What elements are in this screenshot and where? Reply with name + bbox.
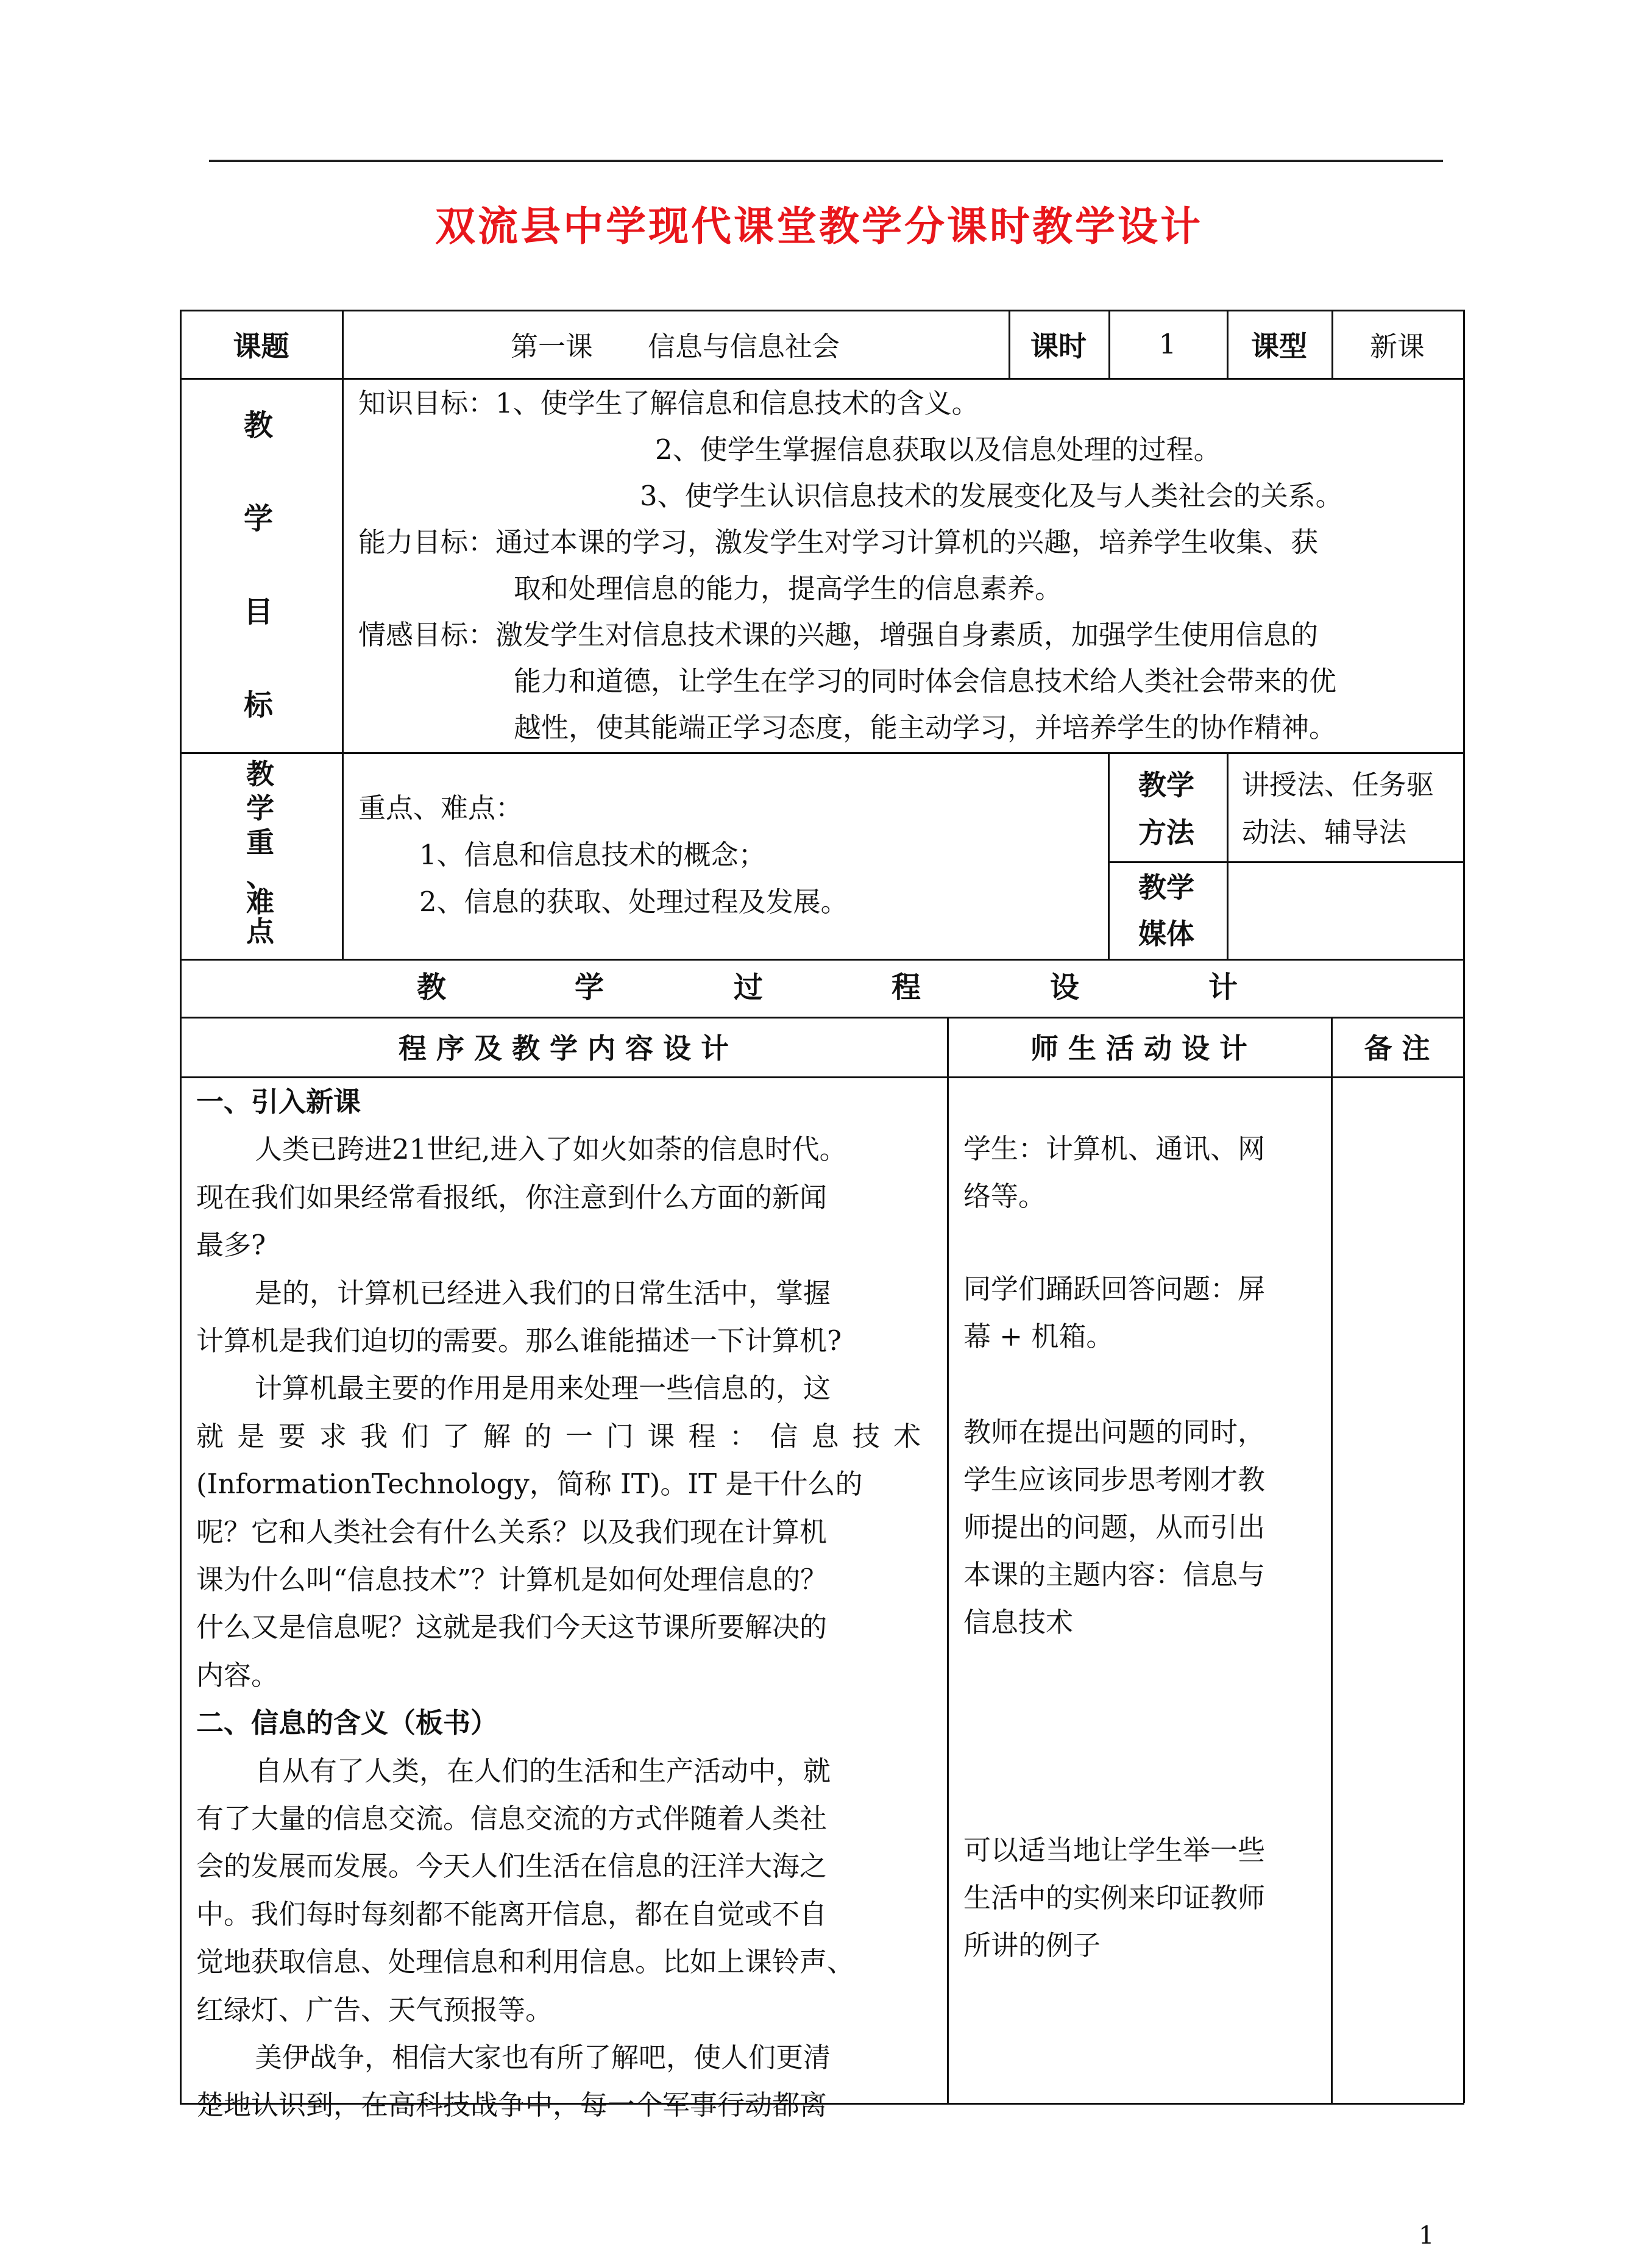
keypoints-label-char: 重	[246, 826, 274, 859]
activity-column-header: 师 生 活 动 设 计	[1030, 1032, 1248, 1065]
table-vline	[342, 310, 344, 959]
objectives-label-char: 目	[244, 595, 274, 629]
activity-line: 学生应该同步思考刚才教	[963, 1463, 1266, 1496]
topic-label: 课题	[233, 329, 289, 363]
content-line: 会的发展而发展。今天人们生活在信息的汪洋大海之	[196, 1850, 828, 1883]
table-vline	[1227, 752, 1228, 959]
content-line: 现在我们如果经常看报纸，你注意到什么方面的新闻	[196, 1181, 828, 1214]
media-label: 教学	[1138, 871, 1194, 904]
table-vline	[180, 310, 182, 2103]
table-vline	[947, 1017, 949, 2103]
page-number: 1	[1419, 2222, 1434, 2250]
type-value: 新课	[1369, 330, 1425, 363]
media-label: 媒体	[1138, 917, 1194, 950]
activity-line: 生活中的实例来印证教师	[963, 1882, 1266, 1914]
keypoints-line: 1、信息和信息技术的概念；	[419, 839, 766, 871]
objectives-line: 2、使学生掌握信息获取以及信息处理的过程。	[655, 433, 1221, 466]
table-hline	[180, 1076, 1464, 1078]
activity-line: 教师在提出问题的同时，	[963, 1416, 1266, 1448]
objectives-label-char: 教	[244, 408, 274, 443]
keypoints-line: 重点、难点：	[358, 792, 523, 824]
activity-line: 师提出的问题，从而引出	[963, 1511, 1266, 1543]
method-value: 动法、辅导法	[1242, 816, 1407, 848]
content-line: 计算机最主要的作用是用来处理一些信息的，这	[255, 1372, 831, 1405]
objectives-line: 知识目标：1、使学生了解信息和信息技术的含义。	[358, 387, 979, 419]
keypoints-label-char: 难	[246, 886, 274, 919]
method-label: 方法	[1138, 816, 1194, 849]
content-line: 自从有了人类，在人们的生活和生产活动中，就	[255, 1754, 831, 1787]
objectives-label-char: 学	[244, 502, 274, 536]
content-line: 中。我们每时每刻都不能离开信息，都在自觉或不自	[196, 1897, 828, 1930]
section-heading: 一、引入新课	[196, 1086, 361, 1118]
activity-line: 幕 + 机箱。	[963, 1320, 1114, 1353]
table-vline	[1108, 752, 1110, 959]
content-line: 计算机是我们迫切的需要。那么谁能描述一下计算机?	[196, 1324, 842, 1357]
content-line: 美伊战争，相信大家也有所了解吧，使人们更清	[255, 2041, 831, 2074]
process-heading-char: 学	[575, 970, 604, 1004]
activity-line: 同学们踊跃回答问题：屏	[963, 1273, 1266, 1305]
content-line: 就 是 要 求 我 们 了 解 的 一 门 课 程 ： 信 息 技 术	[196, 1420, 924, 1452]
content-line: 楚地认识到，在高科技战争中，每一个军事行动都离	[196, 2089, 828, 2122]
content-line: 有了大量的信息交流。信息交流的方式伴随着人类社	[196, 1802, 828, 1835]
content-line: 课为什么叫“信息技术”？计算机是如何处理信息的？	[196, 1563, 828, 1596]
method-value: 讲授法、任务驱	[1242, 769, 1434, 801]
content-line: 红绿灯、广告、天气预报等。	[196, 1993, 553, 2026]
table-hline	[180, 959, 1464, 961]
header-rule	[209, 160, 1443, 162]
keypoints-label-char: 教	[246, 758, 274, 791]
keypoints-label-char: 点	[246, 915, 274, 948]
method-label: 教学	[1138, 769, 1194, 802]
objectives-label-char: 标	[244, 688, 274, 722]
process-heading-char: 过	[734, 970, 764, 1004]
objectives-line: 能力目标：通过本课的学习，激发学生对学习计算机的兴趣，培养学生收集、获	[358, 526, 1319, 558]
process-heading-char: 计	[1208, 970, 1238, 1004]
notes-column-header: 备 注	[1364, 1032, 1430, 1065]
activity-line: 所讲的例子	[963, 1929, 1101, 1961]
content-line: 人类已跨进21世纪,进入了如火如荼的信息时代。	[255, 1133, 847, 1166]
content-line: 呢？它和人类社会有什么关系？以及我们现在计算机	[196, 1515, 828, 1548]
content-line: 什么又是信息呢？这就是我们今天这节课所要解决的	[196, 1611, 828, 1644]
objectives-line: 3、使学生认识信息技术的发展变化及与人类社会的关系。	[640, 480, 1343, 512]
table-vline	[1463, 310, 1465, 2103]
table-hline	[1108, 861, 1463, 863]
objectives-line: 情感目标：激发学生对信息技术课的兴趣，增强自身素质，加强学生使用信息的	[358, 619, 1319, 651]
objectives-line: 取和处理信息的能力，提高学生的信息素养。	[514, 572, 1063, 605]
activity-line: 信息技术	[963, 1606, 1074, 1638]
section-heading: 二、信息的含义（板书）	[196, 1707, 498, 1740]
objectives-line: 能力和道德，让学生在学习的同时体会信息技术给人类社会带来的优	[514, 665, 1337, 697]
process-heading-char: 设	[1050, 970, 1080, 1004]
keypoints-label-char: 、	[246, 860, 274, 893]
activity-line: 络等。	[963, 1180, 1046, 1212]
table-hline	[180, 752, 1464, 754]
objectives-line: 越性，使其能端正学习态度，能主动学习，并培养学生的协作精神。	[514, 711, 1337, 744]
period-value: 1	[1158, 328, 1177, 360]
activity-line: 学生：计算机、通讯、网	[963, 1132, 1266, 1165]
process-heading-char: 程	[892, 970, 921, 1004]
activity-line: 可以适当地让学生举一些	[963, 1834, 1266, 1866]
content-line: 内容。	[196, 1658, 279, 1691]
content-column-header: 程 序 及 教 学 内 容 设 计	[398, 1032, 729, 1065]
content-line: (InformationTechnology，简称 IT)。IT 是干什么的	[196, 1468, 863, 1501]
topic-value: 第一课 信息与信息社会	[510, 330, 840, 363]
keypoints-line: 2、信息的获取、处理过程及发展。	[419, 886, 848, 918]
process-heading-char: 教	[417, 970, 447, 1004]
content-line: 觉地获取信息、处理信息和利用信息。比如上课铃声、	[196, 1946, 855, 1978]
type-label: 课型	[1251, 329, 1307, 363]
activity-line: 本课的主题内容：信息与	[963, 1559, 1266, 1591]
page-title: 双流县中学现代课堂教学分课时教学设计	[435, 203, 1203, 250]
period-label: 课时	[1030, 329, 1087, 363]
content-line: 是的，计算机已经进入我们的日常生活中，掌握	[255, 1276, 831, 1309]
table-vline	[1331, 1017, 1333, 2103]
content-line: 最多?	[196, 1229, 266, 1262]
keypoints-label-char: 学	[246, 792, 274, 825]
